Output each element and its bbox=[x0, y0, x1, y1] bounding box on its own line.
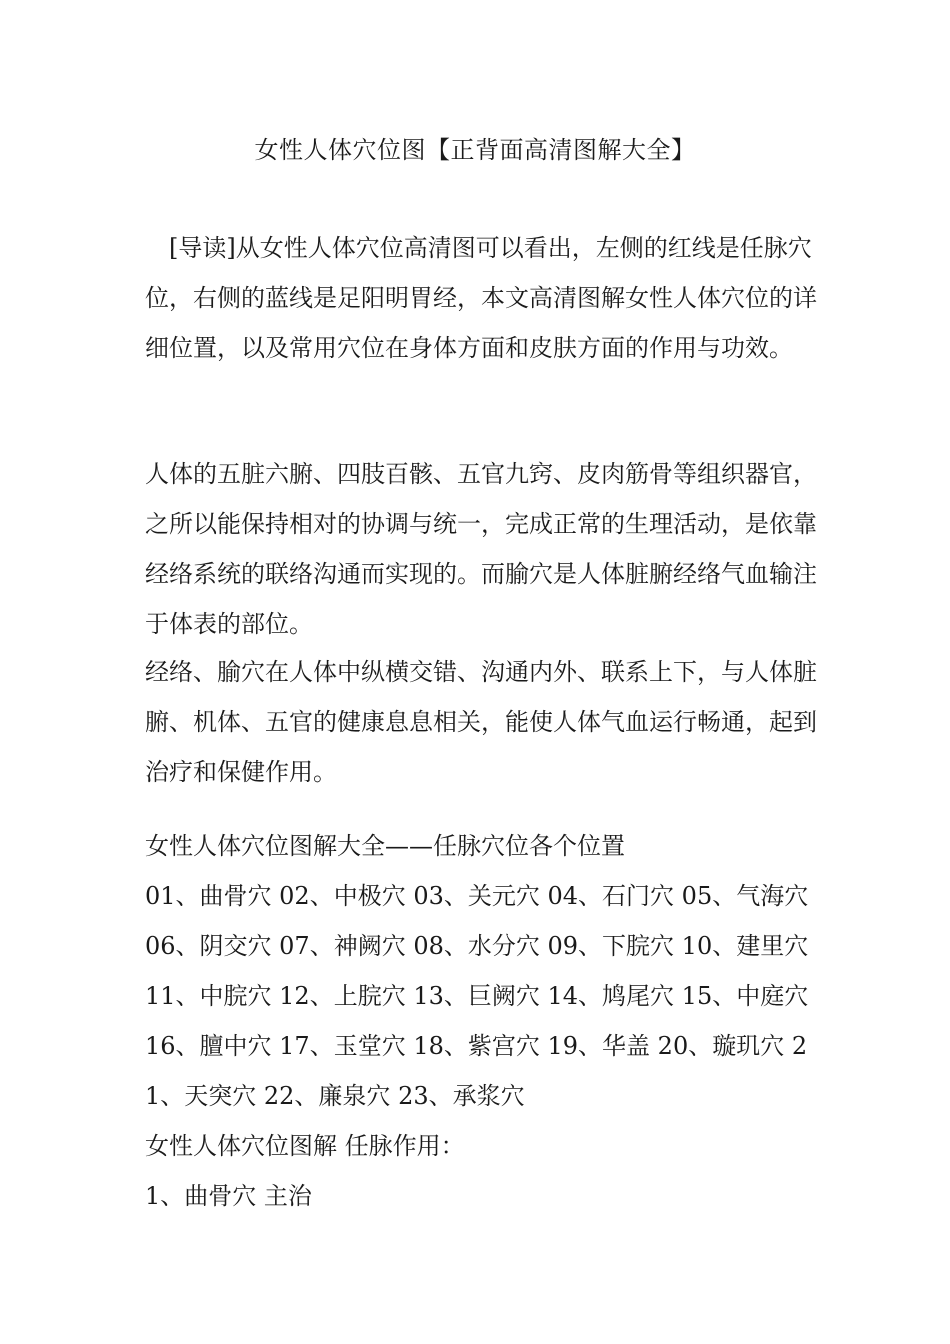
body-paragraph-meridians: 经络、腧穴在人体中纵横交错、沟通内外、联系上下，与人体脏腑、机体、五官的健康息息相关，能使人体气血运行畅通，起到治疗和保健作用。 bbox=[145, 658, 817, 786]
section-heading-ren-function: 女性人体穴位图解 任脉作用： bbox=[145, 1132, 465, 1160]
acupoint-list: 01、曲骨穴 02、中极穴 03、关元穴 04、石门穴 05、气海穴 06、阴交穴 07、神阙穴 08、水分穴 09、下脘穴 10、建里穴 11、中脘穴 12、上脘穴 13、巨阙穴 14、鸠尾穴 15、中庭穴 16、膻中穴 17、玉堂穴 18、紫宫穴 19、华盖 20、璇玑穴 21、天突穴 22、廉泉穴 23、承浆穴 bbox=[145, 882, 809, 1110]
document-title: 女性人体穴位图【正背面高清图解大全】 bbox=[254, 136, 696, 164]
section-heading-ren-points: 女性人体穴位图解大全——任脉穴位各个位置 bbox=[145, 832, 625, 860]
body-paragraph-organs: 人体的五脏六腑、四肢百骸、五官九窍、皮肉筋骨等组织器官，之所以能保持相对的协调与统一，完成正常的生理活动，是依靠经络系统的联络沟通而实现的。而腧穴是人体脏腑经络气血输注于体表的部位。 bbox=[145, 460, 817, 638]
list-item-qugu: 1、曲骨穴 主治 bbox=[145, 1182, 312, 1210]
intro-paragraph: [导读]从女性人体穴位高清图可以看出，左侧的红线是任脉穴位，右侧的蓝线是足阳明胃经，本文高清图解女性人体穴位的详细位置，以及常用穴位在身体方面和皮肤方面的作用与功效。 bbox=[145, 234, 817, 362]
